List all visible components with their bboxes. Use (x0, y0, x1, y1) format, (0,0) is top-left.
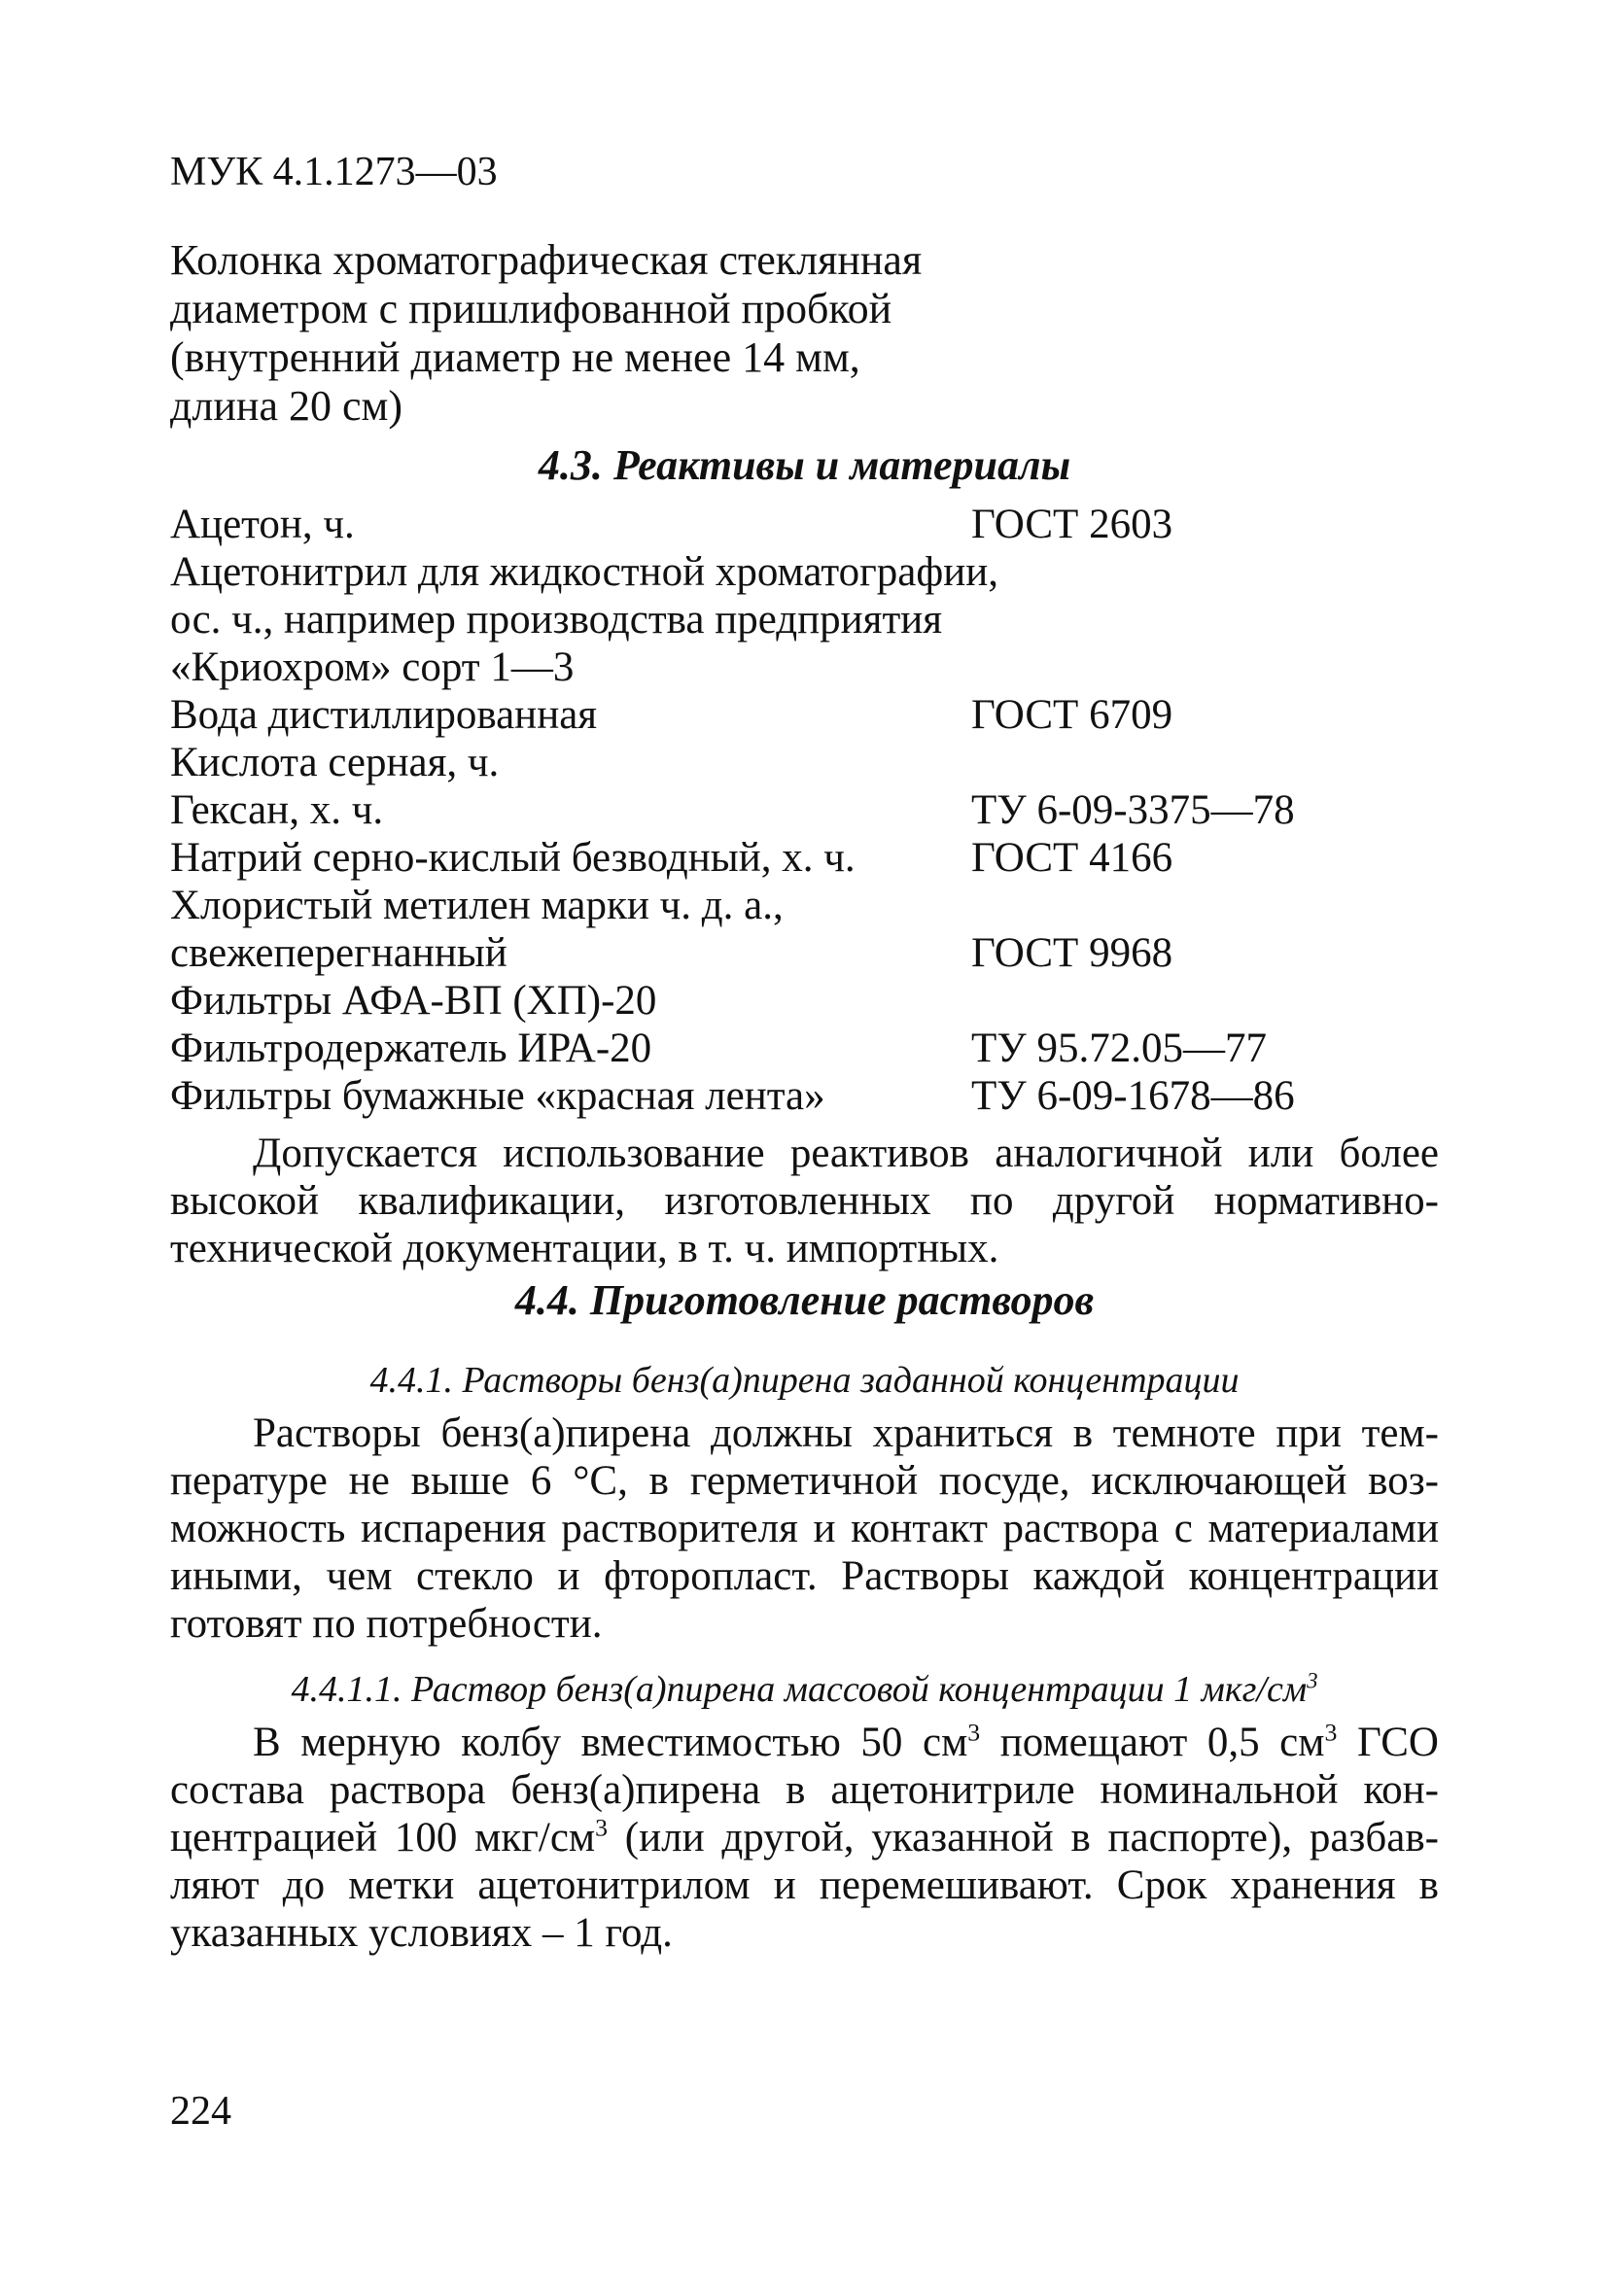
reagent-standard: ТУ 6-09-3375—78 (971, 787, 1295, 833)
section-title-4-3: 4.3. Реактивы и материалы (538, 441, 1071, 489)
reagent-standard: ТУ 6-09-1678—86 (971, 1073, 1295, 1119)
text-fragment: В мерную колбу вместимостью 50 см (253, 1720, 968, 1765)
reagent-row (170, 786, 1439, 834)
reagent-row (170, 977, 1439, 1025)
reagent-name: Кислота серная, ч. (170, 740, 500, 785)
paragraph-line (170, 1719, 1439, 1766)
paragraph-line: можность испарения растворителя и контакт раствора с материалами (170, 1506, 1439, 1551)
reagent-row (170, 1025, 1439, 1072)
text-fragment: центрацией 100 мкг/см (170, 1815, 596, 1861)
superscript: 3 (1324, 1718, 1338, 1747)
paragraph-line: готовят по потребности. (170, 1601, 603, 1647)
reagent-row (170, 882, 1439, 929)
paragraph-line: ляют до метки ацетонитрилом и перемешивают. Срок хранения в (170, 1862, 1439, 1908)
text-fragment: (или другой, указанной в паспорте), разбав- (608, 1815, 1439, 1861)
reagent-name: Фильтры АФА-ВП (ХП)-20 (170, 978, 657, 1024)
paragraph-line: состава раствора бенз(а)пирена в ацетонитриле номинальной кон- (170, 1767, 1439, 1813)
text-fragment: ГСО (1337, 1720, 1439, 1765)
section-title-4-4: 4.4. Приготовление растворов (514, 1276, 1095, 1324)
reagent-row (170, 644, 1439, 691)
equipment-line: Колонка хроматографическая стеклянная (170, 236, 923, 284)
subsection-title-4-4-1-1 (170, 1667, 1439, 1712)
superscript: 3 (1307, 1668, 1318, 1693)
reagent-row (170, 739, 1439, 786)
reagent-row (170, 929, 1439, 977)
document-page (170, 0, 1439, 2296)
reagent-name: Гексан, х. ч. (170, 787, 384, 833)
reagent-name: Фильтродержатель ИРА-20 (170, 1026, 652, 1071)
reagent-row (170, 548, 1439, 596)
reagent-standard: ГОСТ 4166 (971, 835, 1173, 881)
storage-paragraph (170, 1409, 1439, 1648)
reagent-standard: ГОСТ 6709 (971, 692, 1173, 738)
paragraph-line: Растворы бенз(а)пирена должны храниться в темноте при тем- (253, 1410, 1439, 1456)
subsection-title-text: 4.4.1.1. Раствор бенз(а)пирена массовой концентрации 1 мкг/см (291, 1669, 1308, 1710)
equipment-item (170, 236, 922, 431)
reagent-name: «Криохром» сорт 1—3 (170, 644, 575, 690)
reagent-name: Фильтры бумажные «красная лента» (170, 1073, 825, 1119)
reagent-name: свежеперегнанный (170, 930, 507, 976)
reagent-name: Хлористый метилен марки ч. д. а., (170, 883, 784, 928)
subsection-title-4-4-1: 4.4.1. Растворы бенз(а)пирена заданной концентрации (369, 1360, 1240, 1401)
paragraph-line: пературе не выше 6 °С, в герметичной посуде, исключающей воз- (170, 1458, 1439, 1504)
reagent-row (170, 691, 1439, 739)
superscript: 3 (967, 1718, 981, 1747)
paragraph-line: технической документации, в т. ч. импортных. (170, 1226, 999, 1271)
equipment-line: длина 20 см) (170, 382, 402, 430)
reagent-row (170, 501, 1439, 548)
equipment-line: диаметром с пришлифованной пробкой (170, 285, 892, 332)
reagent-name: Ацетон, ч. (170, 502, 355, 547)
reagent-name: Вода дистиллированная (170, 692, 598, 738)
preparation-paragraph (170, 1719, 1439, 1957)
paragraph-line: Допускается использование реактивов аналогичной или более (253, 1131, 1439, 1176)
reagents-note (170, 1130, 1439, 1272)
superscript: 3 (595, 1813, 609, 1842)
reagent-name: Натрий серно-кислый безводный, х. ч. (170, 835, 856, 881)
reagent-name: ос. ч., например производства предприятия (170, 597, 943, 643)
reagent-standard: ГОСТ 2603 (971, 502, 1173, 547)
paragraph-line: высокой квалификации, изготовленных по другой нормативно- (170, 1178, 1439, 1224)
paragraph-line: указанных условиях – 1 год. (170, 1910, 673, 1956)
paragraph-line (170, 1814, 1439, 1861)
equipment-line: (внутренний диаметр не менее 14 мм, (170, 333, 860, 381)
reagent-row (170, 834, 1439, 882)
reagent-row (170, 1072, 1439, 1120)
reagent-standard: ГОСТ 9968 (971, 930, 1173, 976)
reagent-standard: ТУ 95.72.05—77 (971, 1026, 1267, 1071)
reagent-name: Ацетонитрил для жидкостной хроматографии, (170, 549, 998, 595)
reagents-list (170, 501, 1439, 1120)
paragraph-line: иными, чем стекло и фторопласт. Растворы каждой концентрации (170, 1553, 1439, 1599)
page-number: 224 (170, 2089, 231, 2134)
reagent-row (170, 596, 1439, 644)
document-id: МУК 4.1.1273—03 (170, 150, 498, 194)
text-fragment: помещают 0,5 см (980, 1720, 1325, 1765)
